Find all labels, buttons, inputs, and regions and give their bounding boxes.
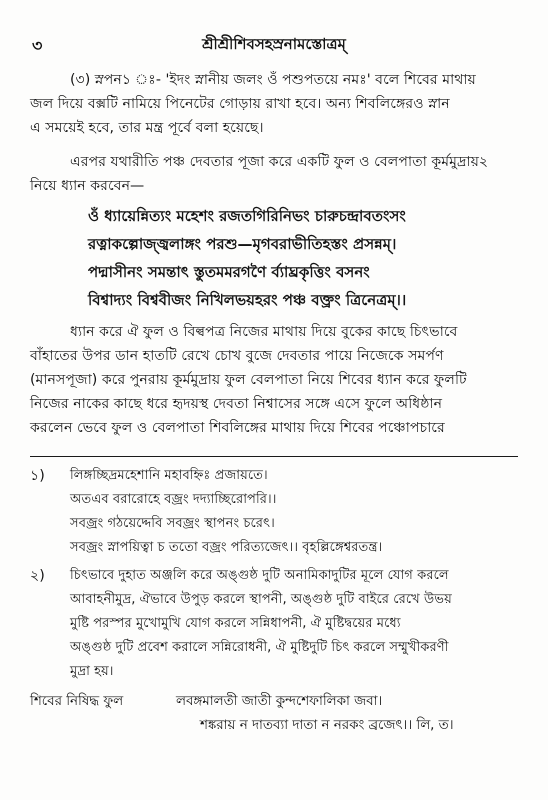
footnote-line: লিঙ্গচ্ছিদ্রমহেশানি মহাবহ্নিঃ প্রজায়তে।	[70, 468, 268, 483]
body-line: করলেন ভেবে ফুল ও বেলপাতা শিবলিঙ্গের মাথায় দিয়ে শিবের পঞ্চোপচারে	[30, 420, 445, 436]
footnote-line: মুদ্রা হয়।	[70, 664, 114, 679]
page-number: ৩	[32, 36, 43, 55]
footnote-line: মুষ্টি পরস্পর মুখোমুখি যোগ করলে সন্নিধাপনী, ঐ মুষ্টিদ্বয়ের মধ্যে	[70, 616, 401, 631]
footnote-marker: ১)	[30, 468, 45, 484]
body-line: বাঁহাতের উপর ডান হাতটি রেখে চোখ বুজে দেবতার পায়ে নিজেকে সমর্পণ	[30, 348, 444, 364]
footnote-line: চিৎভাবে দুহাত অঞ্জলি করে অঙ্গুষ্ঠ দুটি অনামিকাদুটির মূলে যোগ করলে	[70, 568, 449, 583]
body-line: জল দিয়ে বক্সটি নামিয়ে পিনেটের গোড়ায় রাখা হবে। অন্য শিবলিঙ্গেরও স্নান	[30, 96, 450, 112]
body-line: ধ্যান করে ঐ ফুল ও বিল্বপত্র নিজের মাথায় দিয়ে বুকের কাছে চিৎভাবে	[70, 324, 458, 340]
body-line: এ সময়েই হবে, তার মন্ত্র পূর্বে বলা হয়েছে।	[30, 120, 264, 136]
footnote-line: অতএব বরারোহে বজ্রং দদ্যাচ্ছিরোপরি।।	[70, 492, 277, 507]
verse-line: রত্নাকল্পোজ্জ্বলাঙ্গং পরশু—মৃগবরাভীতিহস্তং প্রসন্নম্।	[88, 235, 397, 253]
forbidden-flowers-label: শিবের নিষিদ্ধ ফুল	[30, 694, 124, 709]
body-line: (মানসপূজা) করে পুনরায় কূর্মমুদ্রায় ফুল বেলপাতা নিয়ে শিবের ধ্যান করে ফুলটি	[30, 372, 467, 388]
verse-line: পদ্মাসীনং সমন্তাৎ স্তুতমমরগণৈ র্ব্যাঘ্রকৃত্তিং বসনং	[88, 263, 370, 281]
body-line: নিজের নাকের কাছে ধরে হৃদয়স্থ দেবতা নিশ্বাসের সঙ্গে এসে ফুলে অধিষ্ঠান	[30, 396, 443, 412]
body-line: নিয়ে ধ্যান করবেন—	[30, 178, 145, 194]
forbidden-flowers-line: লবঙ্গমালতী জাতী কুন্দশেফালিকা জবা।	[176, 694, 383, 709]
verse-line: ওঁ ধ্যায়েন্নিত্যং মহেশং রজতগিরিনিভং চারুচন্দ্রাবতংসং	[88, 207, 406, 225]
footnote-separator	[30, 456, 518, 457]
body-line: (৩) স্নপন১ ঃ- 'ইদং স্নানীয় জলং ওঁ পশুপতয়ে নমঃ' বলে শিবের মাথায়	[70, 72, 476, 88]
footnote-line: সবজ্রং স্নাপয়িত্বা চ ততো বজ্রং পরিত্যজেৎ।। বৃহল্লিঙ্গেশ্বরতন্ত্র।	[70, 540, 383, 555]
running-title: শ্রীশ্রীশিবসহস্রনামস্তোত্রম্	[202, 35, 346, 53]
footnote-line: সবজ্রং গঠয়েদ্দেবি সবজ্রং স্থাপনং চরেৎ।	[70, 516, 275, 531]
footnote-line: অঙ্গুষ্ঠ দুটি প্রবেশ করালে সন্নিরোধনী, ঐ মুষ্টিদুটি চিৎ করলে সম্মুখীকরণী	[70, 640, 449, 655]
verse-line: বিশ্বাদ্যং বিশ্ববীজং নিখিলভয়হরং পঞ্চ বক্ত্রং ত্রিনেত্রম্।।	[88, 291, 407, 309]
page-header	[0, 33, 548, 55]
footnote-line: আবাহনীমুদ্র, ঐভাবে উপুড় করলে স্থাপনী, অঙ্গুষ্ঠ দুটি বাইরে রেখে উভয়	[70, 592, 452, 607]
body-line: এরপর যথারীতি পঞ্চ দেবতার পূজা করে একটি ফুল ও বেলপাতা কূর্মমুদ্রায়২	[70, 154, 489, 170]
forbidden-flowers-line: শঙ্করায় ন দাতব্যা দাতা ন নরকং ব্রজেৎ।। লি, ত।	[200, 718, 454, 733]
footnote-marker: ২)	[30, 568, 45, 584]
